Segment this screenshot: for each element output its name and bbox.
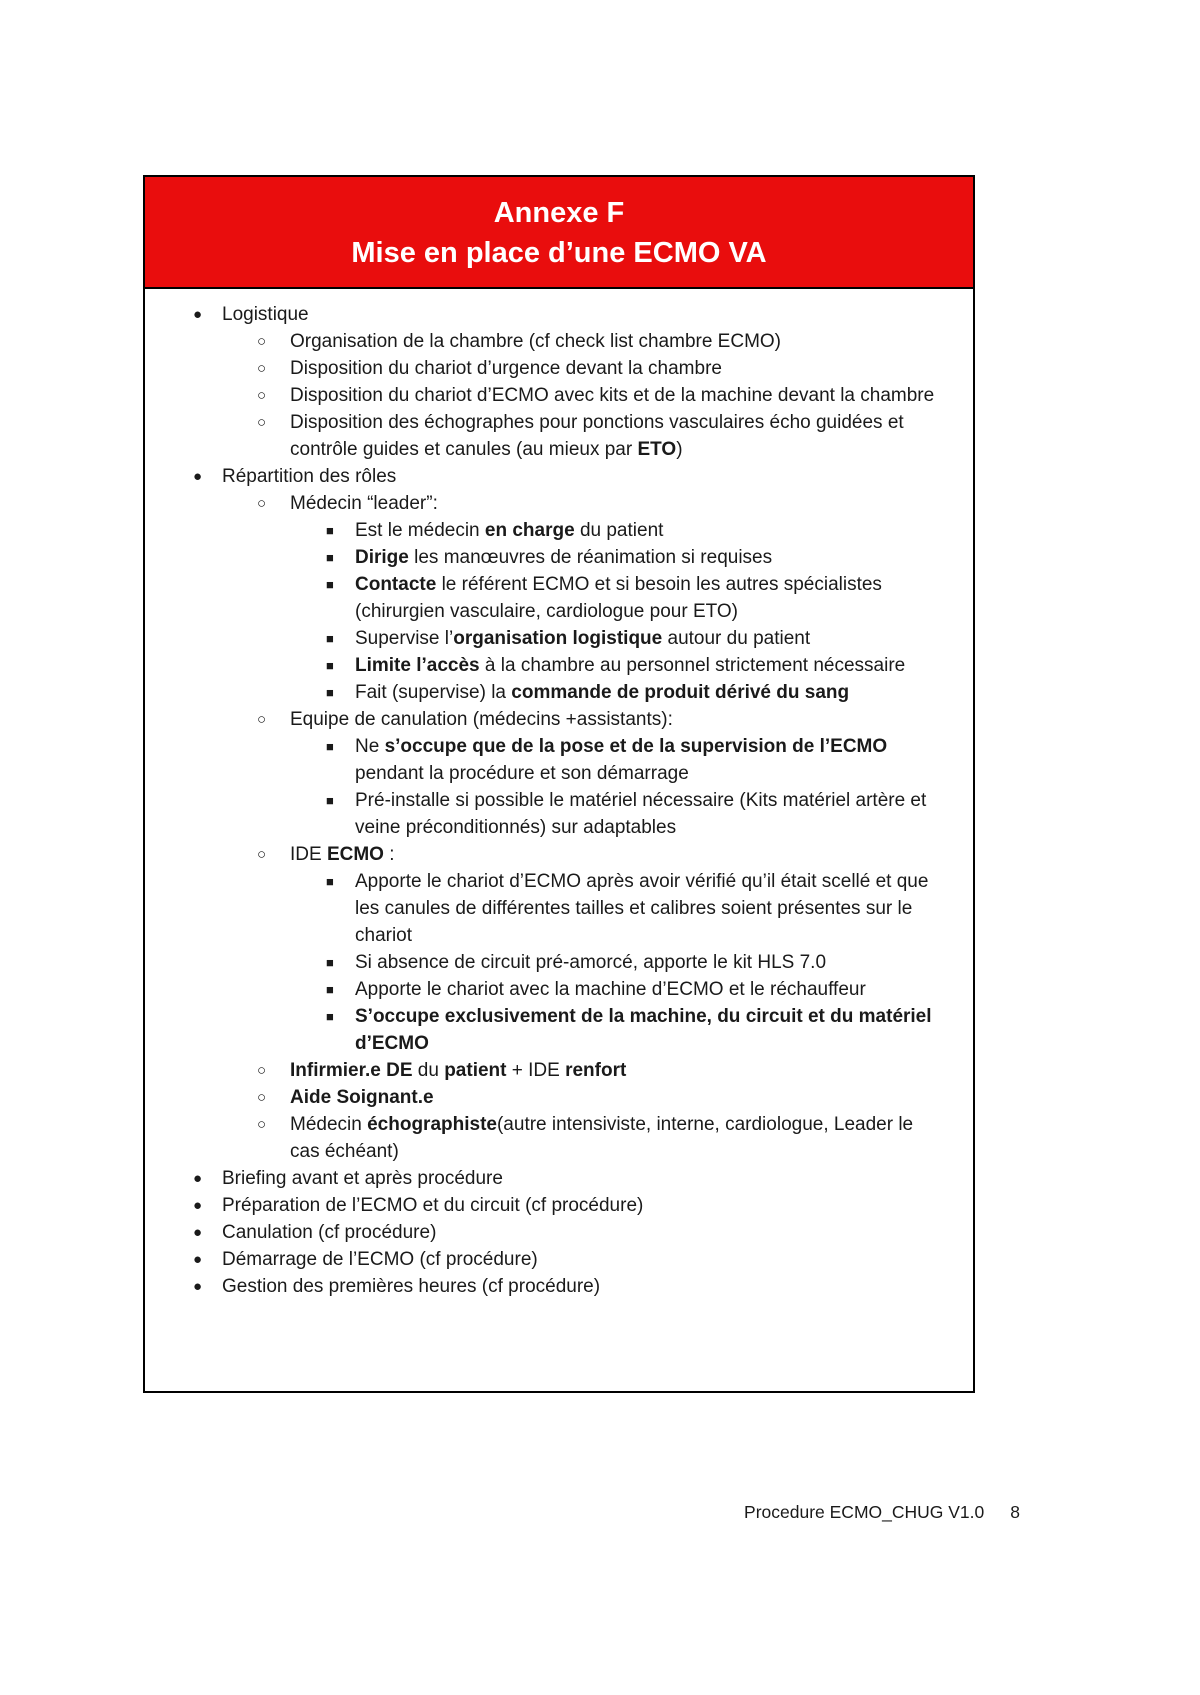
list-item-text: Canulation (cf procédure)	[222, 1222, 437, 1243]
bullet-marker-icon: ■	[326, 955, 334, 970]
list-item-text: Ne s’occupe que de la pose et de la supervision de l’ECMO pendant la procédure et son démarrage	[355, 736, 888, 784]
list-item	[145, 544, 945, 571]
bullet-marker-icon: ○	[257, 1062, 267, 1079]
bullet-marker-icon: ■	[326, 523, 334, 538]
bullet-marker-icon: ○	[257, 495, 267, 512]
list-item-text: Supervise l’organisation logistique autour du patient	[355, 628, 811, 649]
list-item-text: Dirige les manœuvres de réanimation si requises	[355, 547, 773, 568]
list-item-text: Equipe de canulation (médecins +assistants):	[290, 709, 673, 730]
list-item-text: Pré-installe si possible le matériel nécessaire (Kits matériel artère et veine préconditionnés) sur adaptables	[355, 790, 927, 838]
bullet-marker-icon: ●	[193, 1197, 203, 1214]
annexe-title: Annexe F	[493, 197, 625, 229]
footer-page-number: 8	[1010, 1502, 1020, 1522]
list-item	[145, 679, 945, 706]
bullet-marker-icon: ○	[257, 1116, 267, 1133]
bullet-marker-icon: ■	[326, 874, 334, 889]
bullet-marker-icon: ○	[257, 360, 267, 377]
bullet-marker-icon: ○	[257, 387, 267, 404]
list-item-text: Si absence de circuit pré-amorcé, apporte le kit HLS 7.0	[355, 952, 827, 973]
bullet-marker-icon: ●	[193, 1278, 203, 1295]
bullet-marker-icon: ○	[257, 711, 267, 728]
list-item-text: Disposition du chariot d’ECMO avec kits et de la machine devant la chambre	[290, 385, 935, 406]
list-item	[145, 1246, 945, 1273]
list-item	[145, 1057, 945, 1084]
bullet-marker-icon: ●	[193, 468, 203, 485]
list-item-text: Est le médecin en charge du patient	[355, 520, 664, 541]
list-item	[145, 301, 945, 328]
list-item	[145, 463, 945, 490]
list-item-text: Apporte le chariot avec la machine d’ECMO et le réchauffeur	[355, 979, 866, 1000]
list-item	[145, 733, 945, 787]
bullet-marker-icon: ■	[326, 793, 334, 808]
annexe-box	[143, 175, 975, 1393]
list-item-text: Contacte le référent ECMO et si besoin les autres spécialistes (chirurgien vasculaire, cardiologue pour ETO)	[355, 574, 882, 622]
bullet-marker-icon: ●	[193, 1251, 203, 1268]
list-item	[145, 1273, 945, 1300]
list-item	[145, 1111, 945, 1165]
bullet-marker-icon: ■	[326, 658, 334, 673]
list-item	[145, 517, 945, 544]
list-item	[145, 841, 945, 868]
bullet-marker-icon: ■	[326, 631, 334, 646]
list-item	[145, 1192, 945, 1219]
annexe-content	[143, 289, 975, 1393]
bullet-marker-icon: ■	[326, 739, 334, 754]
bullet-marker-icon: ■	[326, 1009, 334, 1024]
list-item	[145, 868, 945, 949]
list-item-text: Limite l’accès à la chambre au personnel strictement nécessaire	[355, 655, 906, 676]
annexe-header	[143, 175, 975, 289]
list-item	[145, 976, 945, 1003]
list-item	[145, 490, 945, 517]
list-item-text: Infirmier.e DE du patient + IDE renfort	[290, 1060, 627, 1081]
bullet-marker-icon: ○	[257, 414, 267, 431]
list-item-text: Répartition des rôles	[222, 466, 397, 487]
list-item	[145, 1084, 945, 1111]
list-item	[145, 355, 945, 382]
list-item-text: Apporte le chariot d’ECMO après avoir vérifié qu’il était scellé et que les canules de différentes tailles et calibres soient présentes sur le chariot	[355, 871, 929, 946]
list-item	[145, 409, 945, 463]
bullet-marker-icon: ○	[257, 333, 267, 350]
list-item-text: Fait (supervise) la commande de produit dérivé du sang	[355, 682, 850, 703]
list-item-text: Médecin “leader”:	[290, 493, 438, 514]
list-item	[145, 652, 945, 679]
list-item-text: Aide Soignant.e	[290, 1087, 434, 1108]
list-item-text: Préparation de l’ECMO et du circuit (cf procédure)	[222, 1195, 644, 1216]
list-item-text: Organisation de la chambre (cf check list chambre ECMO)	[290, 331, 782, 352]
list-item	[145, 1219, 945, 1246]
page-footer	[744, 1502, 1020, 1523]
list-item	[145, 625, 945, 652]
bullet-marker-icon: ■	[326, 550, 334, 565]
bullet-marker-icon: ●	[193, 1170, 203, 1187]
bullet-marker-icon: ■	[326, 982, 334, 997]
list-item-text: Logistique	[222, 304, 309, 325]
list-item	[145, 571, 945, 625]
list-item-text: Disposition du chariot d’urgence devant la chambre	[290, 358, 722, 379]
list-item-text: Disposition des échographes pour ponctions vasculaires écho guidées et contrôle guides et canules (au mieux par ETO)	[290, 412, 904, 460]
bullet-marker-icon: ■	[326, 577, 334, 592]
footer-doc-reference: Procedure ECMO_CHUG V1.0	[744, 1502, 985, 1522]
list-item-text: Briefing avant et après procédure	[222, 1168, 503, 1189]
bullet-marker-icon: ●	[193, 306, 203, 323]
list-item	[145, 328, 945, 355]
bullet-marker-icon: ○	[257, 846, 267, 863]
bullet-marker-icon: ○	[257, 1089, 267, 1106]
list-item	[145, 787, 945, 841]
list-item	[145, 706, 945, 733]
list-item-text: IDE ECMO :	[290, 844, 395, 865]
annexe-subtitle: Mise en place d’une ECMO VA	[351, 237, 767, 269]
list-item-text: S’occupe exclusivement de la machine, du circuit et du matériel d’ECMO	[355, 1006, 932, 1054]
list-item	[145, 1165, 945, 1192]
bullet-marker-icon: ●	[193, 1224, 203, 1241]
list-item-text: Médecin échographiste(autre intensiviste, interne, cardiologue, Leader le cas échéant)	[290, 1114, 914, 1162]
list-item-text: Démarrage de l’ECMO (cf procédure)	[222, 1249, 538, 1270]
list-item-text: Gestion des premières heures (cf procédure)	[222, 1276, 601, 1297]
list-item	[145, 1003, 945, 1057]
list-item	[145, 949, 945, 976]
bullet-marker-icon: ■	[326, 685, 334, 700]
list-item	[145, 382, 945, 409]
